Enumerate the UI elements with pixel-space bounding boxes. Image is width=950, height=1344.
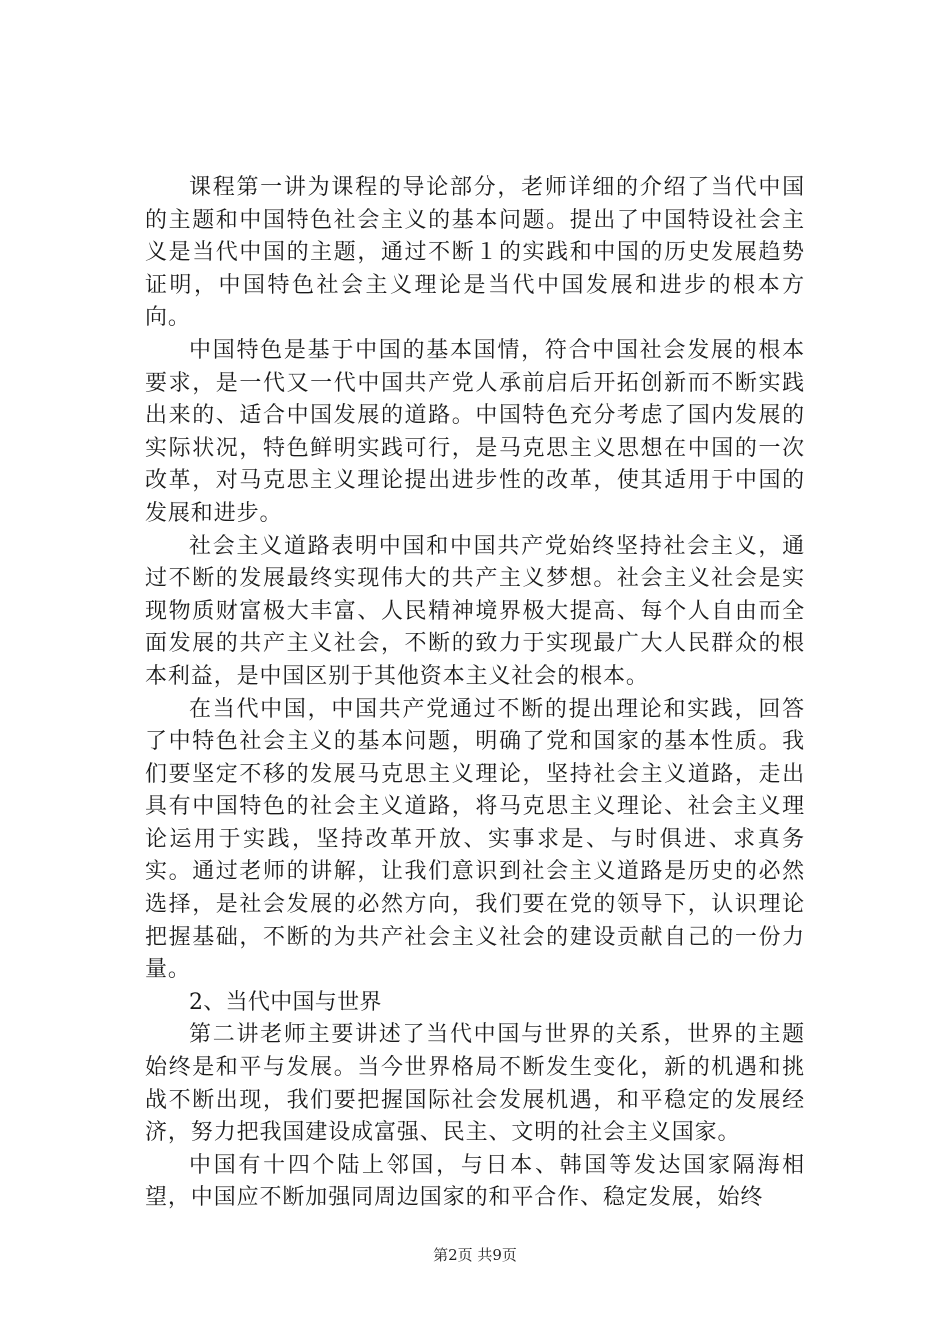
paragraph-lecture-two: 第二讲老师主要讲述了当代中国与世界的关系，世界的主题始终是和平与发展。当今世界格局不断发生变化，新的机遇和挑战不断出现，我们要把握国际社会发展机遇，和平稳定的发展经济，努力把我国建设成富强、民主、文明的社会主义国家。 (145, 1022, 805, 1146)
paragraph-contemporary-china: 在当代中国，中国共产党通过不断的提出理论和实践，回答了中特色社会主义的基本问题，明确了党和国家的基本性质。我们要坚定不移的发展马克思主义理论，坚持社会主义道路，走出具有中国特色的社会主义道路，将马克思主义理论、社会主义理论运用于实践，坚持改革开放、实事求是、与时俱进、求真务实。通过老师的讲解，让我们意识到社会主义道路是历史的必然选择，是社会发展的必然方向，我们要在党的领导下，认识理论把握基础，不断的为共产社会主义社会的建设贡献自己的一份力量。 (145, 696, 805, 983)
paragraph-neighbor-countries: 中国有十四个陆上邻国，与日本、韩国等发达国家隔海相望，中国应不断加强同周边国家的和平合作、稳定发展，始终 (145, 1152, 805, 1211)
paragraph-chinese-characteristics: 中国特色是基于中国的基本国情，符合中国社会发展的根本要求，是一代又一代中国共产党人承前启后开拓创新而不断实践出来的、适合中国发展的道路。中国特色充分考虑了国内发展的实际状况，特色鲜明实践可行，是马克思主义思想在中国的一次改革，对马克思主义理论提出进步性的改革，使其适用于中国的发展和进步。 (145, 337, 805, 526)
page-number-footer: 第2页 共9页 (433, 1246, 517, 1264)
paragraph-socialist-road: 社会主义道路表明中国和中国共产党始终坚持社会主义，通过不断的发展最终实现伟大的共产主义梦想。社会主义社会是实现物质财富极大丰富、人民精神境界极大提高、每个人自由而全面发展的共产主义社会，不断的致力于实现最广大人民群众的根本利益，是中国区别于其他资本主义社会的根本。 (145, 533, 805, 689)
document-body (145, 172, 805, 1215)
paragraph-lecture-one-intro: 课程第一讲为课程的导论部分，老师详细的介绍了当代中国的主题和中国特色社会主义的基本问题。提出了中国特设社会主义是当代中国的主题，通过不断１的实践和中国的历史发展趋势证明，中国特色社会主义理论是当代中国发展和进步的根本方向。 (145, 175, 805, 331)
section-heading-china-and-world: 2、当代中国与世界 (189, 989, 382, 1015)
